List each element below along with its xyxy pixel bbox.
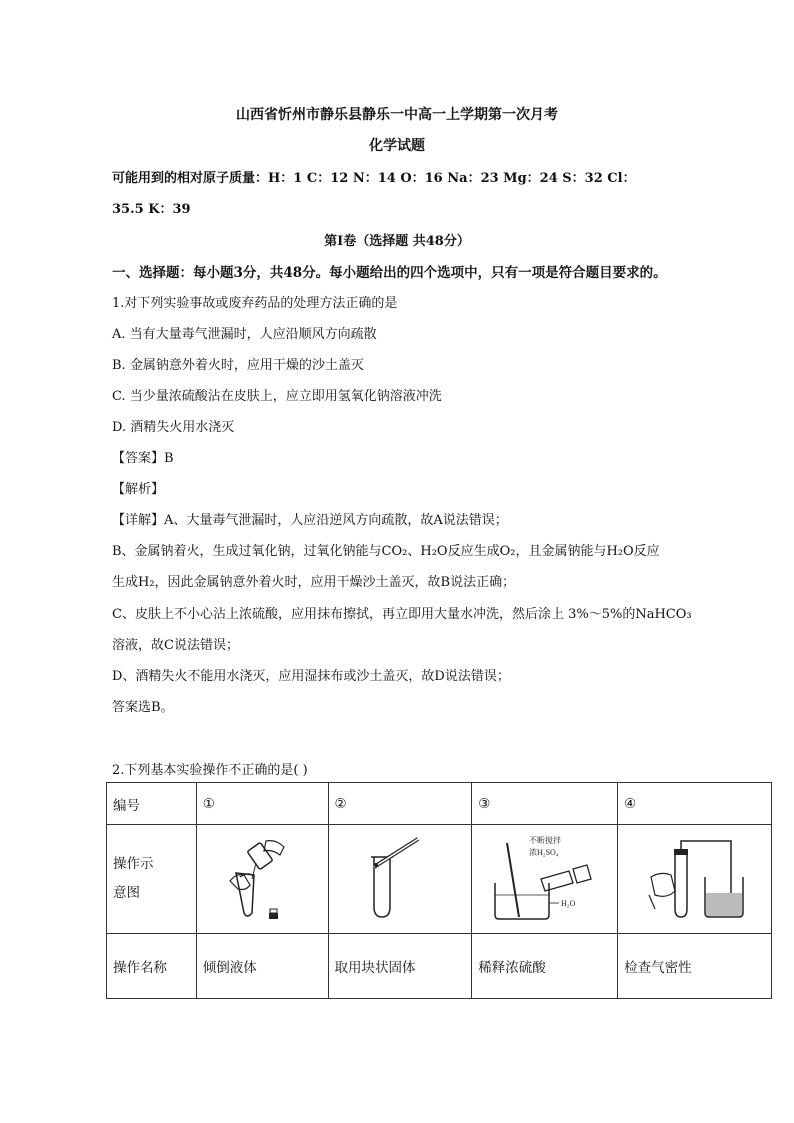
water-label: H₂O: [560, 899, 576, 908]
q1-analysis-label: 【解析】: [112, 482, 165, 497]
dilute-acid-illustration: [485, 833, 605, 925]
figure-check-airtight: [618, 825, 772, 934]
number-cell-3: ③: [472, 783, 618, 825]
figure-take-solid: [328, 825, 472, 934]
name-cell-4: 检查气密性: [618, 934, 772, 999]
pour-liquid-illustration: [222, 833, 302, 925]
row-header-name: 操作名称: [107, 934, 197, 999]
number-cell-4: ④: [618, 783, 772, 825]
exam-title: 山西省忻州市静乐县静乐一中高一上学期第一次月考: [236, 107, 558, 123]
q1-option-b: B. 金属钠意外着火时，应用干燥的沙土盖灭: [112, 358, 364, 373]
figure-pour-liquid: [196, 825, 328, 934]
number-cell-1: ①: [196, 783, 328, 825]
name-cell-1: 倾倒液体: [196, 934, 328, 999]
operations-table: [106, 782, 772, 999]
q1-conclusion: 答案选B。: [112, 700, 174, 715]
stir-label: 不断搅拌: [528, 836, 561, 845]
q1-detail-c2: 溶液，故C说法错误；: [112, 638, 239, 653]
q1-detail-b2: 生成H₂，因此金属钠意外着火时，应用干燥沙土盖灭，故B说法正确；: [112, 575, 516, 590]
take-solid-illustration: [360, 833, 440, 925]
table-row-names: [107, 934, 772, 999]
volume-title: 第Ⅰ卷（选择题 共48分）: [324, 234, 470, 249]
row-header-figure: [107, 825, 197, 934]
q1-option-c: C. 当少量浓硫酸沾在皮肤上，应立即用氢氧化钠溶液冲洗: [112, 389, 442, 404]
q1-option-d: D. 酒精失火用水浇灭: [112, 420, 235, 435]
q1-detail-d: D、酒精失火不能用水浇灭，应用湿抹布或沙土盖灭，故D说法错误；: [112, 669, 510, 684]
number-cell-2: ②: [328, 783, 472, 825]
atomic-masses-line2: 35.5 K：39: [112, 202, 191, 217]
section-instructions: 一、选择题：每小题3分，共48分。每小题给出的四个选项中，只有一项是符合题目要求的。: [112, 265, 667, 281]
name-cell-3: 稀释浓硫酸: [472, 934, 618, 999]
table-row-numbers: [107, 783, 772, 825]
q1-detail-a: 【详解】A、大量毒气泄漏时，人应沿逆风方向疏散，故A说法错误；: [112, 513, 508, 528]
q1-detail-c1: C、皮肤上不小心沾上浓硫酸，应用抹布擦拭，再立即用大量水冲洗，然后涂上 3%～5%的NaHCO₃: [112, 607, 692, 622]
table-row-figures: [107, 825, 772, 934]
check-airtight-illustration: [645, 833, 745, 925]
q1-answer: 【答案】B: [112, 451, 174, 466]
q1-option-a: A. 当有大量毒气泄漏时，人应沿顺风方向疏散: [112, 327, 377, 342]
row-header-figure-line1: 操作示: [113, 856, 154, 872]
figure-dilute-acid: [472, 825, 618, 934]
atomic-masses-line1: 可能用到的相对原子质量：H：1 C：12 N：14 O：16 Na：23 Mg：24 S：32 Cl：: [112, 171, 636, 186]
name-cell-2: 取用块状固体: [328, 934, 472, 999]
row-header-number: 编号: [107, 783, 197, 825]
q1-stem: 1.对下列实验事故或废弃药品的处理方法正确的是: [112, 296, 398, 311]
acid-label: 浓H₂SO₄: [528, 848, 559, 857]
row-header-figure-line2: 意图: [113, 885, 140, 901]
q1-detail-b1: B、金属钠着火，生成过氧化钠，过氧化钠能与CO₂、H₂O反应生成O₂，且金属钠能与H₂O反应: [112, 544, 660, 559]
exam-subtitle: 化学试题: [369, 138, 425, 154]
q2-stem: 2.下列基本实验操作不正确的是( ): [112, 763, 308, 778]
